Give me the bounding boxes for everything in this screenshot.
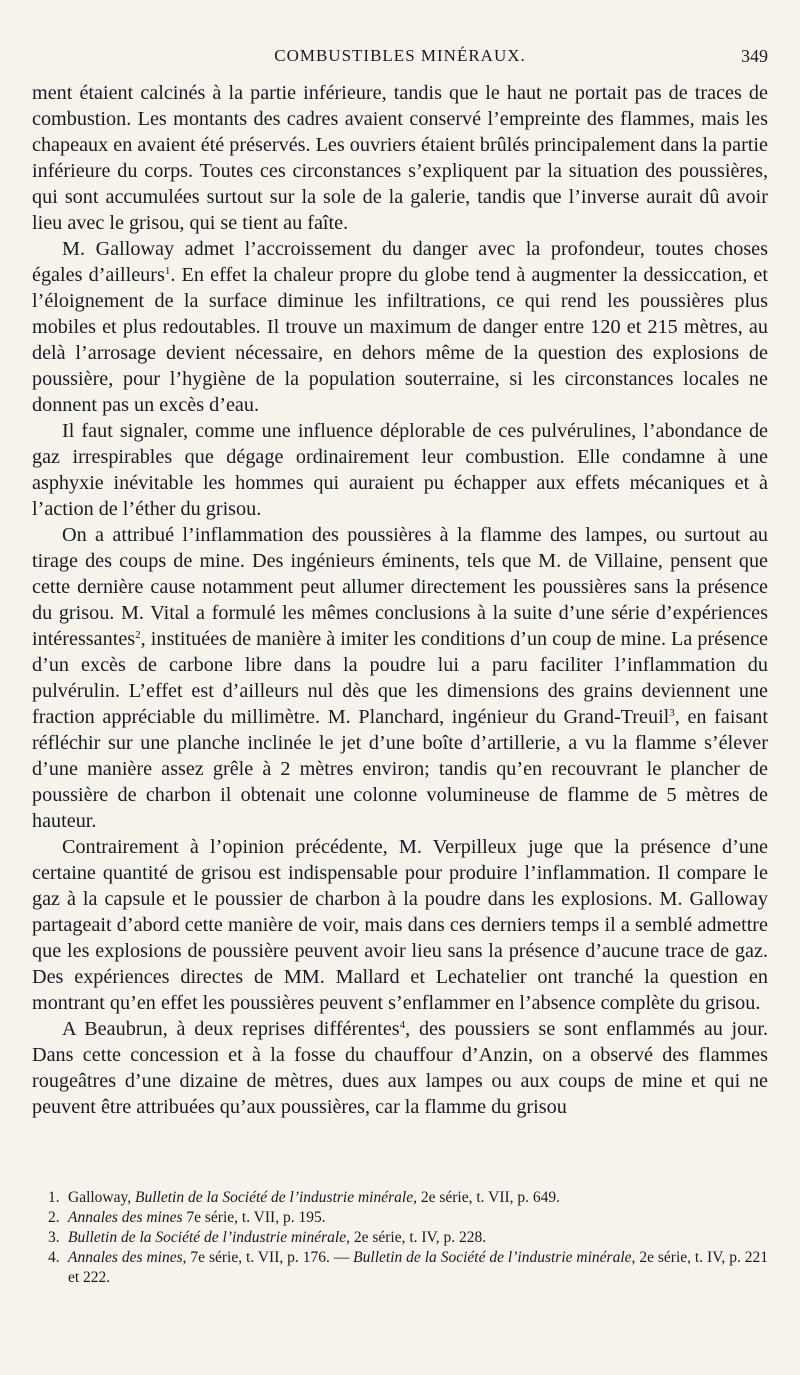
footnote bbox=[48, 1228, 768, 1248]
paragraph bbox=[32, 834, 768, 1016]
footnote-text bbox=[68, 1249, 768, 1286]
paragraph bbox=[32, 418, 768, 522]
running-title: COMBUSTIBLES MINÉRAUX. bbox=[274, 46, 526, 65]
text-run: , 2e série, t. IV, p. 228. bbox=[346, 1229, 487, 1246]
footnote-number: 4. bbox=[48, 1249, 60, 1266]
footnote-ref: 4 bbox=[399, 1019, 406, 1031]
footnote-ref: 3 bbox=[669, 707, 675, 719]
footnote-text bbox=[68, 1189, 560, 1206]
paragraph bbox=[32, 236, 768, 418]
text-run: 7e série, t. VII, p. 195. bbox=[182, 1209, 326, 1226]
italic-text: Bulletin de la Société de l’industrie minérale bbox=[68, 1229, 347, 1246]
footnote bbox=[48, 1208, 768, 1228]
text-run: Contrairement à l’opinion précédente, M. Verpilleux juge que la présence d’une certaine quantité de grisou est indispensable pour produire l’inflammation. Il compare le gaz à la capsule et le poussier de charbon à la poudre dans les explosions. M. Galloway partageait d’abord cette manière de voir, mais dans ces derniers temps il a semblé admettre que les explosions de poussière peuvent avoir lieu sans la présence d’aucune trace de gaz. Des expériences directes de MM. Mallard et Lechatelier ont tranché la question en montrant qu’en effet les poussières peuvent s’enflammer en l’absence complète du grisou. bbox=[32, 836, 768, 1014]
italic-text: Annales des mines bbox=[68, 1209, 183, 1226]
body-text bbox=[32, 80, 768, 1120]
text-run: , en faisant réfléchir sur une planche inclinée le jet d’une boîte d’artillerie, a vu la flamme s’élever d’une manière assez grêle à 2 mètres environ; tandis qu’en recouvrant le plancher de poussière de charbon il obtenait une colonne volumineuse de flamme de 5 mètres de hauteur. bbox=[32, 706, 768, 832]
text-run: ment étaient calcinés à la partie inférieure, tandis que le haut ne portait pas de traces de combustion. Les montants des cadres avaient conservé l’empreinte des flammes, mais les chapeaux en avaient été préservés. Les ouvriers étaient brûlés principalement dans la partie inférieure du corps. Toutes ces circonstances s’expliquent par la situation des poussières, qui sont accumulées surtout sur la sole de la galerie, tandis que l’inverse aurait dû avoir lieu avec le grisou, qui se tient au faîte. bbox=[32, 82, 768, 234]
footnote-text bbox=[68, 1209, 326, 1226]
text-run: Il faut signaler, comme une influence déplorable de ces pulvérulines, l’abondance de gaz irrespirables que dégage ordinairement leur combustion. Elle condamne à une asphyxie inévitable les hommes qui auraient pu échapper aux effets mécaniques et à l’action de l’éther du grisou. bbox=[32, 420, 768, 520]
italic-text: Bulletin de la Société de l’industrie minérale bbox=[135, 1189, 414, 1206]
footnote bbox=[48, 1248, 768, 1288]
page-number: 349 bbox=[741, 46, 768, 66]
text-run: Galloway, bbox=[68, 1189, 136, 1206]
footnote-number: 3. bbox=[48, 1229, 60, 1246]
footnote-number: 1. bbox=[48, 1189, 60, 1206]
text-run: On a attribué l’inflammation des poussières à la flamme des lampes, ou surtout au tirage des coups de mine. Des ingénieurs éminents, tels que M. de Villaine, pensent que cette dernière cause notamment peut allumer directement les poussières sans la présence du grisou. M. Vital a formulé les mêmes conclusions à la suite d’une série d’expériences intéressantes bbox=[32, 524, 768, 650]
italic-text: Annales des mines bbox=[68, 1249, 183, 1266]
text-run: , 2e série, t. IV, p. 221 et 222. bbox=[68, 1249, 768, 1286]
footnotes bbox=[48, 1188, 768, 1288]
paragraph bbox=[32, 522, 768, 834]
text-run: , des poussiers se sont enflammés au jour. Dans cette concession et à la fosse du chauffour d’Anzin, on a observé des flammes rougeâtres d’une dizaine de mètres, dues aux lampes ou aux coups de mine et qui ne peuvent être attribuées qu’aux poussières, car la flamme du grisou bbox=[32, 1018, 769, 1118]
paragraph bbox=[32, 1016, 768, 1120]
footnote-text bbox=[68, 1229, 486, 1246]
text-run: , 7e série, t. VII, p. 176. — bbox=[182, 1249, 354, 1266]
text-run: , 2e série, t. VII, p. 649. bbox=[413, 1189, 561, 1206]
text-run: A Beaubrun, à deux reprises différentes bbox=[62, 1018, 400, 1040]
footnote-number: 2. bbox=[48, 1209, 60, 1226]
footnote-ref: 1 bbox=[164, 265, 171, 277]
paragraph bbox=[32, 80, 768, 236]
footnote-ref: 2 bbox=[135, 629, 141, 641]
page-header bbox=[32, 42, 768, 72]
italic-text: Bulletin de la Société de l’industrie minérale bbox=[353, 1249, 632, 1266]
text-run: M. Galloway admet l’accroissement du danger avec la profondeur, toutes choses égales d’ailleurs bbox=[32, 238, 768, 286]
text-run: , instituées de manière à imiter les conditions d’un coup de mine. La présence d’un excès de carbone libre dans la poudre lui a paru faciliter l’inflammation du pulvérulin. L’effet est d’ailleurs nul dès que les dimensions des grains deviennent une fraction appréciable du millimètre. M. Planchard, ingénieur du Grand-Treuil bbox=[32, 628, 768, 728]
footnote bbox=[48, 1188, 768, 1208]
text-run: . En effet la chaleur propre du globe tend à augmenter la dessiccation, et l’éloignement de la surface diminue les infiltrations, ce qui rend les poussières plus mobiles et plus redoutables. Il trouve un maximum de danger entre 120 et 215 mètres, au delà l’arrosage devient nécessaire, en dehors même de la question des explosions de poussière, pour l’hygiène de la population souterraine, si les circonstances locales ne donnent pas un excès d’eau. bbox=[32, 264, 768, 416]
